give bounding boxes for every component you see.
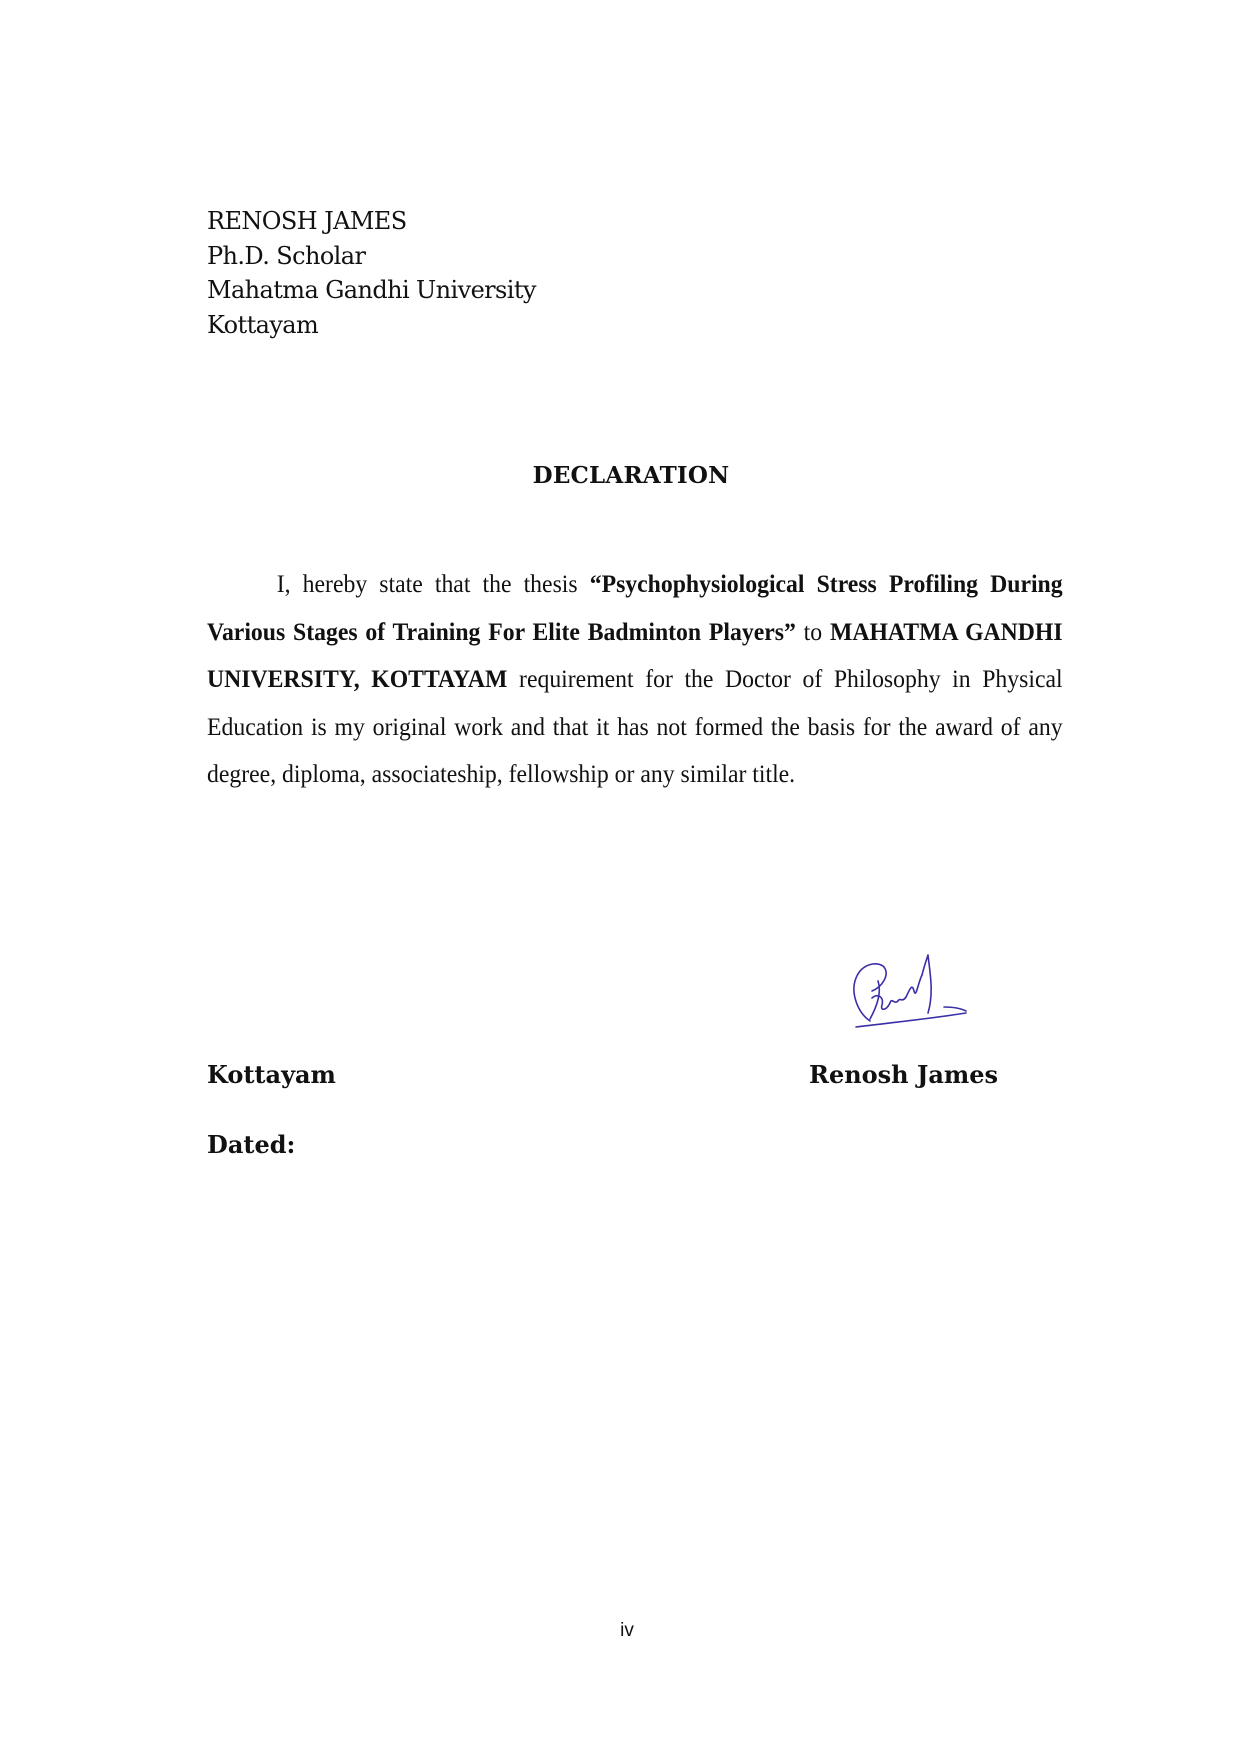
declaration-connector: to <box>795 616 830 646</box>
handwritten-signature <box>848 953 973 1033</box>
thesis-title: “Psychophysiological Stress Profiling During Various Stages of Training For Elite Badminton Players” <box>207 569 1063 646</box>
declaration-rest: requirement for the Doctor of Philosophy in Physical Education is my original work and that it has not formed the basis for the award of any degree, diploma, associateship, fellowship or any similar title. <box>207 664 1063 788</box>
author-designation: Ph.D. Scholar <box>207 241 366 270</box>
declaration-intro: I, hereby state that the thesis <box>276 569 590 598</box>
author-place: Kottayam <box>207 310 319 339</box>
author-address-block <box>207 204 536 342</box>
declaration-place: Kottayam <box>207 1060 336 1089</box>
dated-label: Dated: <box>207 1130 296 1159</box>
author-institution: Mahatma Gandhi University <box>207 276 536 304</box>
university-name: MAHATMA GANDHI UNIVERSITY, KOTTAYAM <box>207 616 1063 693</box>
author-name: RENOSH JAMES <box>207 207 407 235</box>
page-number: iv <box>620 1620 634 1641</box>
page-title: DECLARATION <box>532 462 730 489</box>
declaration-paragraph <box>207 560 1063 798</box>
signer-name: Renosh James <box>809 1060 999 1089</box>
